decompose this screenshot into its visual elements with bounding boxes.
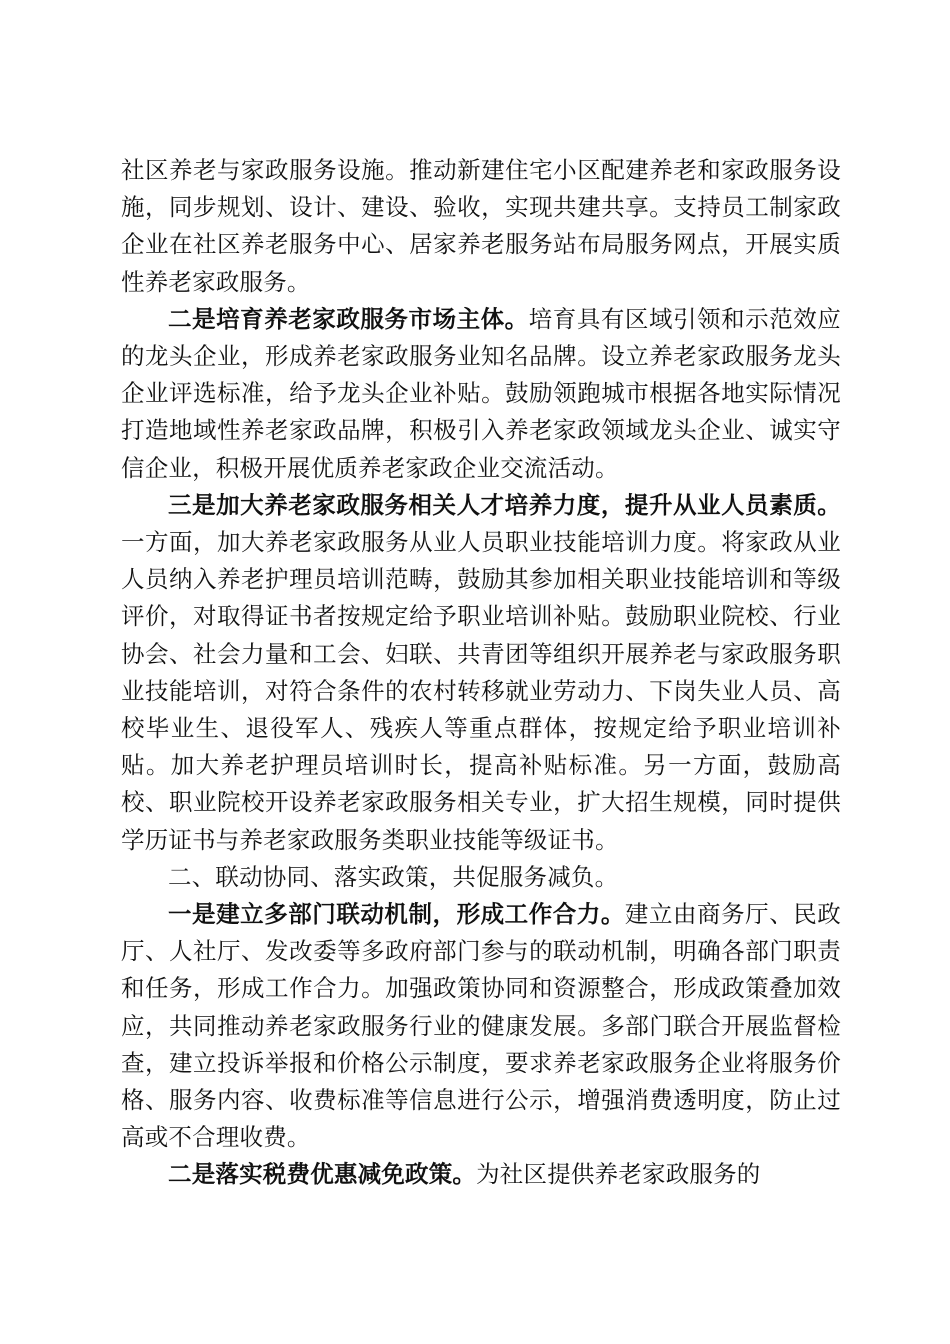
paragraph-text: 社区养老与家政服务设施。推动新建住宅小区配建养老和家政服务设施，同步规划、设计、建设、验收，实现共建共享。支持员工制家政企业在社区养老服务中心、居家养老服务站布局服务网点，开展实质性养老家政服务。 xyxy=(121,156,841,296)
paragraph-text: 一方面，加大养老家政服务从业人员职业技能培训力度。将家政从业人员纳入养老护理员培训范畴，鼓励其参加相关职业技能培训和等级评价，对取得证书者按规定给予职业培训补贴。鼓励职业院校、行业协会、社会力量和工会、妇联、共青团等组织开展养老与家政服务职业技能培训，对符合条件的农村转移就业劳动力、下岗失业人员、高校毕业生、退役军人、残疾人等重点群体，按规定给予职业培训补贴。加大养老护理员培训时长，提高补贴标准。另一方面，鼓励高校、职业院校开设养老家政服务相关专业，扩大招生规模，同时提供学历证书与养老家政服务类职业技能等级证书。 xyxy=(121,528,841,854)
paragraph-continuation xyxy=(121,152,841,301)
paragraph-lead: 二是落实税费优惠减免政策。 xyxy=(168,1160,477,1189)
paragraph-lead: 二是培育养老家政服务市场主体。 xyxy=(168,304,529,333)
paragraph-text: 培育具有区域引领和示范效应的龙头企业，形成养老家政服务业知名品牌。设立养老家政服务龙头企业评选标准，给予龙头企业补贴。鼓励领跑城市根据各地实际情况打造地域性养老家政品牌，积极引入养老家政领域龙头企业、诚实守信企业，积极开展优质养老家政企业交流活动。 xyxy=(121,304,841,482)
paragraph-tax-policy xyxy=(121,1156,841,1193)
paragraph-linkage-mechanism xyxy=(121,896,841,1156)
paragraph-lead: 一是建立多部门联动机制，形成工作合力。 xyxy=(168,900,625,929)
section-heading-text: 二、联动协同、落实政策，共促服务减负。 xyxy=(168,862,619,891)
paragraph-lead: 三是加大养老家政服务相关人才培养力度，提升从业人员素质。 xyxy=(168,490,841,519)
paragraph-talent-training xyxy=(121,487,841,859)
document-body xyxy=(121,152,841,1194)
section-heading xyxy=(121,859,841,896)
paragraph-text: 建立由商务厅、民政厅、人社厅、发改委等多政府部门参与的联动机制，明确各部门职责和任务，形成工作合力。加强政策协同和资源整合，形成政策叠加效应，共同推动养老家政服务行业的健康发展。多部门联合开展监督检查，建立投诉举报和价格公示制度，要求养老家政服务企业将服务价格、服务内容、收费标准等信息进行公示，增强消费透明度，防止过高或不合理收费。 xyxy=(121,900,841,1152)
paragraph-cultivate-market xyxy=(121,301,841,487)
paragraph-text: 为社区提供养老家政服务的 xyxy=(476,1160,761,1189)
